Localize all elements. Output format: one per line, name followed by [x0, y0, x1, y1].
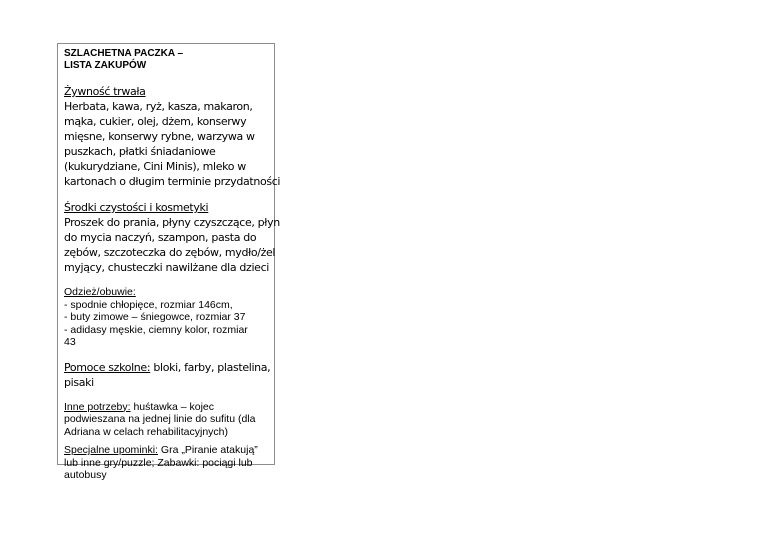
gifts-heading: Specjalne upominki: — [64, 444, 158, 456]
clothes-line: - spodnie chłopięce, rozmiar 146cm, — [64, 298, 233, 311]
food-line: mąka, cukier, olej, dżem, konserwy — [64, 115, 247, 128]
school-items: bloki, farby, plastelina, — [150, 360, 271, 374]
food-line: puszkach, płatki śniadaniowe — [64, 145, 216, 158]
other-heading: Inne potrzeby: — [64, 400, 131, 413]
title-line-1: SZLACHETNA PACZKA – — [64, 48, 184, 59]
food-line: (kukurydziane, Cini Minis), mleko w — [64, 160, 246, 173]
food-line: Herbata, kawa, ryż, kasza, makaron, — [64, 100, 253, 113]
school-heading: Pomoce szkolne: — [64, 360, 151, 374]
clothes-line: 43 — [64, 336, 76, 348]
food-section — [64, 84, 281, 189]
cleaning-section — [64, 200, 280, 275]
clothes-section — [64, 286, 270, 349]
cleaning-line: do mycia naczyń, szampon, pasta do — [64, 231, 257, 244]
food-heading: Żywność trwała — [64, 85, 146, 98]
gifts-line: autobusy — [64, 469, 107, 481]
other-line: podwieszana na jednej linie do sufitu (dla — [64, 413, 256, 425]
gifts-section — [64, 444, 270, 482]
food-line: mięsne, konserwy rybne, warzywa w — [64, 130, 255, 143]
clothes-line: - buty zimowe – śniegowce, rozmiar 37 — [64, 311, 246, 323]
clothes-heading: Odzież/obuwie: — [64, 286, 136, 298]
other-line: Adriana w celach rehabilitacyjnych) — [64, 425, 228, 438]
school-line: pisaki — [64, 375, 94, 389]
school-section — [64, 360, 270, 390]
other-items: huśtawka – kojec — [130, 400, 215, 413]
clothes-line: - adidasy męskie, ciemny kolor, rozmiar — [64, 323, 248, 336]
food-line: kartonach o długim terminie przydatności — [64, 175, 281, 188]
shopping-list-card — [57, 43, 281, 481]
cleaning-line: zębów, szczoteczka do zębów, mydło/żel — [64, 246, 276, 259]
cleaning-line: myjący, chusteczki nawilżane dla dzieci — [64, 261, 270, 274]
list-title — [64, 48, 270, 72]
gifts-items: Gra „Piranie atakują” — [157, 444, 258, 456]
cleaning-line: Proszek do prania, płyny czyszczące, płyn — [64, 216, 280, 229]
title-line-2: LISTA ZAKUPÓW — [64, 60, 147, 71]
other-needs-section — [64, 401, 270, 439]
gifts-line: lub inne gry/puzzle; Zabawki: pociągi lub — [64, 456, 253, 469]
cleaning-heading: Środki czystości i kosmetyki — [64, 201, 209, 214]
